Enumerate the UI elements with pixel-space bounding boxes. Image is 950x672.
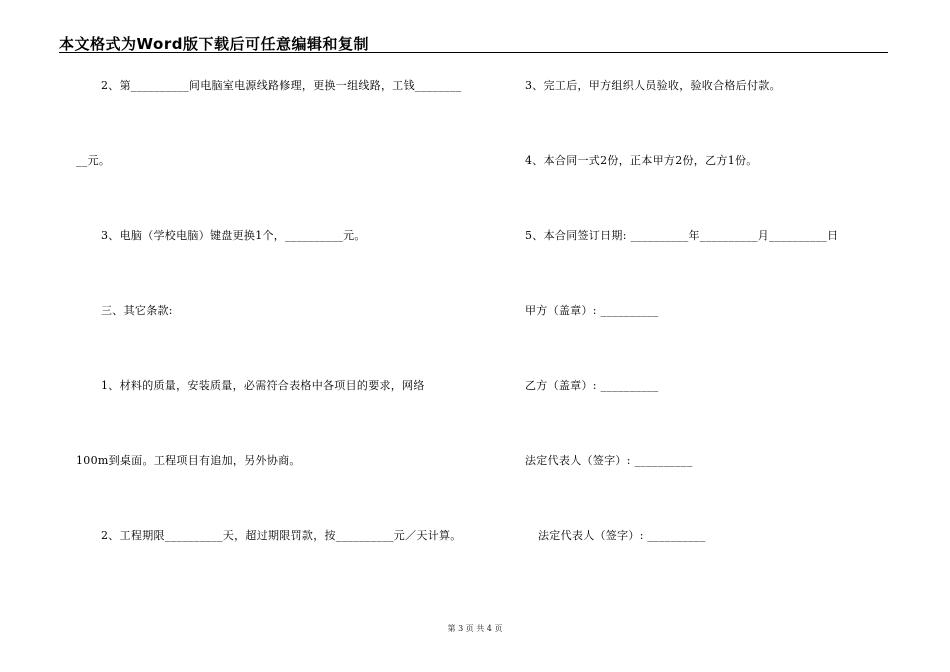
header-divider xyxy=(59,52,888,53)
legal-rep-signature-b: 法定代表人（签字）: __________ xyxy=(538,529,706,542)
party-a-seal: 甲方（盖章）: __________ xyxy=(525,304,659,317)
party-b-seal: 乙方（盖章）: __________ xyxy=(525,379,659,392)
clause-2-continuation: __元。 xyxy=(76,154,111,167)
other-clause-1-continuation: 100m到桌面。工程项目有追加，另外协商。 xyxy=(76,454,301,467)
legal-rep-signature-a: 法定代表人（签字）: __________ xyxy=(525,454,693,467)
clause-5-sign-date: 5、本合同签订日期: __________年__________月__________日 xyxy=(525,229,839,242)
clause-2-power-repair: 2、第__________间电脑室电源线路修理，更换一组线路，工钱________ xyxy=(101,79,462,92)
clause-4-copies: 4、本合同一式2份，正本甲方2份，乙方1份。 xyxy=(525,154,758,167)
clause-3-keyboard: 3、电脑（学校电脑）键盘更换1个，__________元。 xyxy=(101,229,366,242)
other-clause-2-deadline: 2、工程期限__________天，超过期限罚款，按__________元／天计算。 xyxy=(101,529,462,542)
section-3-heading: 三、其它条款: xyxy=(101,304,173,317)
document-header-title: 本文格式为Word版下载后可任意编辑和复制 xyxy=(59,35,369,53)
other-clause-1-quality: 1、材料的质量，安装质量，必需符合表格中各项目的要求，网络 xyxy=(101,379,425,392)
page-number-footer: 第 3 页 共 4 页 xyxy=(447,624,503,633)
clause-3-acceptance: 3、完工后，甲方组织人员验收，验收合格后付款。 xyxy=(525,79,781,92)
